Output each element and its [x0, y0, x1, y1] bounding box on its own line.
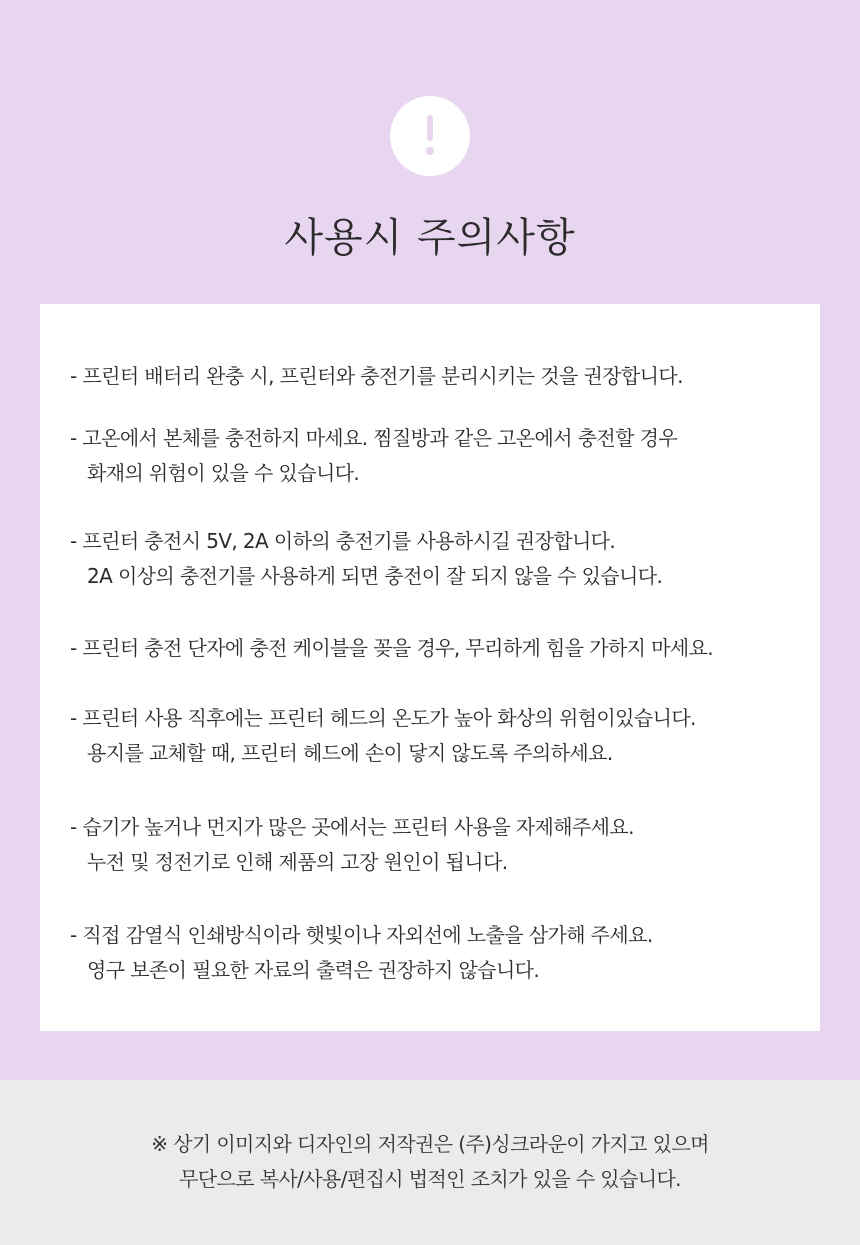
note-item-7	[70, 918, 815, 988]
note-line: - 고온에서 본체를 충전하지 마세요. 찜질방과 같은 고온에서 충전할 경우	[70, 426, 678, 450]
page-title: 사용시 주의사항	[284, 215, 576, 261]
exclamation-icon	[390, 96, 470, 176]
note-item-4	[70, 631, 815, 666]
note-line: - 프린터 충전시 5V, 2A 이하의 충전기를 사용하시길 권장합니다.	[70, 529, 616, 553]
notes-card	[40, 304, 820, 1031]
note-line: - 프린터 충전 단자에 충전 케이블을 꽂을 경우, 무리하게 힘을 가하지 마세요.	[70, 636, 714, 660]
exclamation-bar	[427, 115, 433, 141]
copyright-section	[0, 1080, 860, 1245]
exclamation-dot	[426, 147, 434, 155]
note-line: 용지를 교체할 때, 프린터 헤드에 손이 닿지 않도록 주의하세요.	[87, 741, 613, 765]
copyright-notice	[0, 1127, 860, 1197]
note-line: 화재의 위험이 있을 수 있습니다.	[87, 461, 360, 485]
note-item-2	[70, 421, 815, 491]
note-line: - 습기가 높거나 먼지가 많은 곳에서는 프린터 사용을 자제해주세요.	[70, 815, 634, 839]
note-line: - 프린터 배터리 완충 시, 프린터와 충전기를 분리시키는 것을 권장합니다.	[70, 364, 683, 388]
copyright-line: 무단으로 복사/사용/편집시 법적인 조치가 있을 수 있습니다.	[179, 1167, 681, 1191]
note-item-6	[70, 810, 815, 880]
note-item-1	[70, 359, 815, 394]
note-line: - 프린터 사용 직후에는 프린터 헤드의 온도가 높아 화상의 위험이있습니다.	[70, 706, 696, 730]
note-line: 누전 및 정전기로 인해 제품의 고장 원인이 됩니다.	[87, 850, 508, 874]
note-item-5	[70, 701, 815, 771]
note-line: - 직접 감열식 인쇄방식이라 햇빛이나 자외선에 노출을 삼가해 주세요.	[70, 923, 653, 947]
copyright-line: ※ 상기 이미지와 디자인의 저작권은 (주)싱크라운이 가지고 있으며	[151, 1132, 709, 1156]
note-line: 영구 보존이 필요한 자료의 출력은 권장하지 않습니다.	[87, 958, 540, 982]
note-line: 2A 이상의 충전기를 사용하게 되면 충전이 잘 되지 않을 수 있습니다.	[87, 564, 663, 588]
note-item-3	[70, 524, 815, 594]
